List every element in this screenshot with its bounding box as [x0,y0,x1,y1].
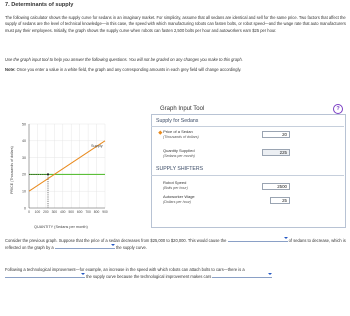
x-tick-label: 900 [102,210,108,214]
chevron-down-icon [284,237,288,239]
y-tick-label: 20 [22,172,26,177]
y-tick-label: 40 [22,139,26,144]
supply-curve [29,141,105,191]
x-tick-label: 100 [34,210,41,214]
supply-shifters-heading: SUPPLY SHIFTERS [156,166,204,172]
q1-text-a: Consider the previous graph. Suppose that the price of a sedan decreases from $25,000 to $20,000. This would cause the [5,238,227,243]
divider [151,175,344,176]
x-tick-label: 800 [93,210,100,214]
x-tick-label: 600 [76,210,83,214]
chevron-down-icon [268,273,272,275]
x-tick-label: 300 [51,210,58,214]
wage-input[interactable]: 25 [270,197,290,204]
graph-input-tool-title: Graph Input Tool [160,106,205,112]
question-2 [5,267,347,281]
price-input[interactable]: 20 [262,131,290,138]
supply-heading: Supply for Sedans [156,118,199,124]
note-label: Note: [5,67,16,72]
quantity-unit: (Sedans per month) [163,153,195,158]
y-tick-label: 50 [22,122,26,127]
instruction-text: Use the graph input tool to help you answer the following questions. You will not be graded on any changes you make to this graph. [5,57,243,62]
equilibrium-point [47,173,49,175]
supply-curve-label: Supply [91,143,103,148]
chevron-down-icon [111,244,115,246]
q1-text-b: of [288,238,293,243]
diamond-icon [158,130,162,134]
wage-label: Autoworker Wage [163,194,195,199]
x-tick-label: 500 [68,210,74,214]
price-field-label [159,130,199,139]
robot-label: Robot Speed [163,180,187,185]
y-tick-label: 10 [22,189,26,194]
q1-text-c: sedans to decrease, which is reflected on the graph by a [5,238,346,251]
quantity-output: 225 [262,149,290,156]
x-tick-label: 200 [43,210,49,214]
question-1 [5,237,347,252]
wage-unit: (Dollars per hour) [163,199,191,204]
quantity-label: Quantity Supplied [163,148,195,153]
q2-dropdown-2[interactable] [212,273,272,278]
price-unit: (Thousands of dollars) [163,134,199,139]
q2-text-b: the supply curve because the technological improvement makes cars [86,274,212,280]
price-label: Price of a Sedan [163,129,193,134]
q2-text-a: Following a technological improvement—for example, an increase in the speed with which robots can attach bolts to cars—there is a [5,267,245,272]
chevron-down-icon [81,273,85,275]
y-tick-label: 30 [22,155,26,160]
q2-dropdown-1[interactable] [5,273,85,278]
q1-dropdown-2[interactable] [55,244,115,249]
intro-text: The following calculator shows the supply curve for sedans in an imaginary market. For simplicity, assume that all sedans are identical and sell for the same price. Two factors that affect the supply of sedans are the level of technical knowledge—in this case, the speed with which manufacturing robots can fasten bolts, or robot speed—and the wage rate that auto manufacturers must pay their employees. Initially, the graph shows the supply curve when robots can fasten 2,500 bolts per hour and autoworkers earn $25 per hour. [5,15,346,33]
supply-chart[interactable] [0,116,118,226]
y-axis-label: PRICE (Thousands of dollars) [9,146,14,194]
wage-field-label [163,195,195,204]
x-axis-label: QUANTITY (Sedans per month) [34,225,88,229]
x-tick-label: 400 [60,210,66,214]
y-tick-label: 0 [24,206,26,211]
divider [151,126,344,127]
robot-unit: (Bolts per hour) [163,185,188,190]
x-tick-label: 700 [85,210,91,214]
note-body: Once you enter a value in a white field, the graph and any corresponding amounts in each grey field will change accordingly. [15,67,242,72]
q1-text-d: the supply curve. [116,245,147,251]
note-text [5,67,345,72]
quantity-field-label [163,149,195,158]
robot-speed-input[interactable]: 2500 [262,183,290,190]
help-icon[interactable]: ? [333,104,343,114]
q1-dropdown-1[interactable] [228,237,288,242]
robot-field-label [163,181,188,190]
x-tick-label: 0 [28,210,30,214]
question-title: 7. Determinants of supply [5,2,74,8]
